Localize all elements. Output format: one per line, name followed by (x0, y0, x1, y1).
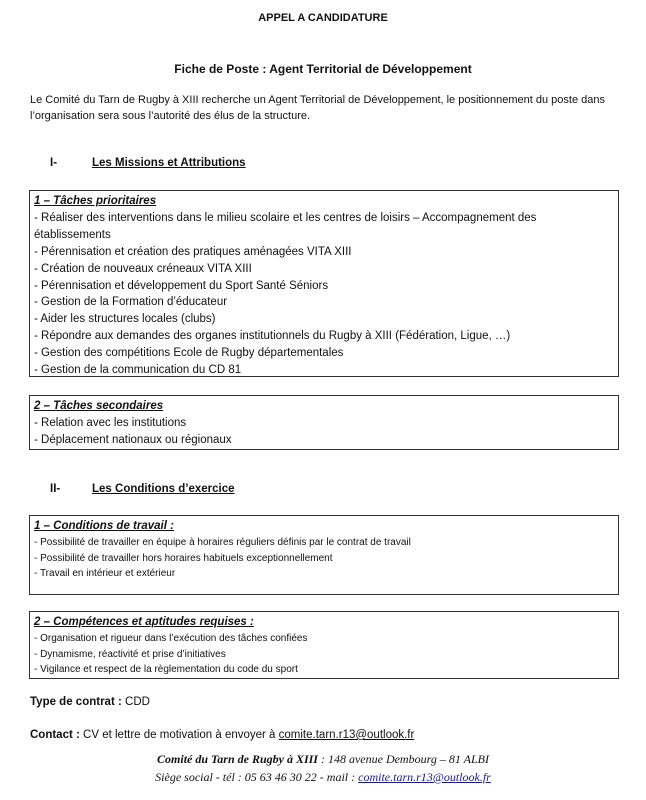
intro-paragraph: Le Comité du Tarn de Rugby à XIII recherche un Agent Territorial de Développement, le positionnement du poste dans l’organisation sera sous l’autorité des élus de la structure. (30, 94, 606, 122)
box-priority-tasks (29, 190, 619, 377)
box-work-conditions-title: 1 – Conditions de travail : (34, 520, 174, 532)
list-item: - Déplacement nationaux ou régionaux (34, 432, 613, 449)
box-skills-title: 2 – Compétences et aptitudes requises : (34, 616, 254, 628)
box-secondary-tasks (29, 395, 619, 450)
list-item: - Relation avec les institutions (34, 415, 613, 432)
section-2-title: Les Conditions d’exercice (92, 483, 235, 495)
list-item: - Vigilance et respect de la règlementation du code du sport (34, 662, 613, 678)
list-item: - Possibilité de travailler en équipe à horaires réguliers définis par le contrat de travail (34, 535, 613, 551)
list-item: - Dynamisme, réactivité et prise d’initiatives (34, 647, 613, 663)
footer-contact-line (0, 770, 646, 785)
list-item: - Pérennisation et création des pratiques aménagées VITA XIII (34, 244, 613, 261)
footer-email-link[interactable]: comite.tarn.r13@outlook.fr (358, 770, 491, 784)
contact-text: CV et lettre de motivation à envoyer à (83, 729, 276, 741)
contract-label: Type de contrat : (30, 696, 122, 708)
priority-tasks-list (34, 210, 613, 379)
list-item: - Travail en intérieur et extérieur (34, 566, 613, 582)
box-skills (29, 611, 619, 679)
list-item: - Pérennisation et développement du Sport Santé Séniors (34, 278, 613, 295)
list-item: - Répondre aux demandes des organes institutionnels du Rugby à XIII (Fédération, Ligue, …) (34, 328, 613, 345)
section-1-title: Les Missions et Attributions (92, 157, 246, 169)
box-work-conditions (29, 515, 619, 595)
footer-org-line (0, 752, 646, 767)
footer-org-name: Comité du Tarn de Rugby à XIII (157, 752, 318, 766)
list-item: - Gestion des compétitions Ecole de Rugby départementales (34, 345, 613, 362)
section-1-number: I- (50, 157, 58, 169)
section-2-number: II- (50, 483, 61, 495)
footer-phone-line: Siège social - tél : 05 63 46 30 22 - mail : (155, 770, 356, 784)
list-item: - Gestion de la Formation d’éducateur (34, 294, 613, 311)
box-secondary-tasks-title: 2 – Tâches secondaires (34, 400, 164, 412)
list-item: - Organisation et rigueur dans l’exécution des tâches confiées (34, 631, 613, 647)
contract-value: CDD (125, 696, 150, 708)
job-title: Fiche de Poste : Agent Territorial de Développement (174, 62, 472, 76)
secondary-tasks-list (34, 415, 613, 449)
list-item: - Réaliser des interventions dans le milieu scolaire et les centres de loisirs – Accompagnement des établissements (34, 210, 613, 244)
list-item: - Création de nouveaux créneaux VITA XIII (34, 261, 613, 278)
list-item: - Gestion de la communication du CD 81 (34, 362, 613, 379)
heading-appel: APPEL A CANDIDATURE (258, 12, 388, 24)
contact-email-link[interactable]: comite.tarn.r13@outlook.fr (278, 729, 415, 741)
list-item: - Aider les structures locales (clubs) (34, 311, 613, 328)
list-item: - Possibilité de travailler hors horaires habituels exceptionnellement (34, 551, 613, 567)
footer-address: : 148 avenue Dembourg – 81 ALBI (320, 752, 489, 766)
box-priority-tasks-title: 1 – Tâches prioritaires (34, 195, 157, 207)
section-2-heading (50, 483, 235, 495)
work-conditions-list (34, 535, 613, 582)
contact-label: Contact : (30, 729, 80, 741)
skills-list (34, 631, 613, 678)
contract-line (30, 696, 150, 708)
section-1-heading (50, 157, 246, 169)
contact-line (30, 729, 414, 741)
